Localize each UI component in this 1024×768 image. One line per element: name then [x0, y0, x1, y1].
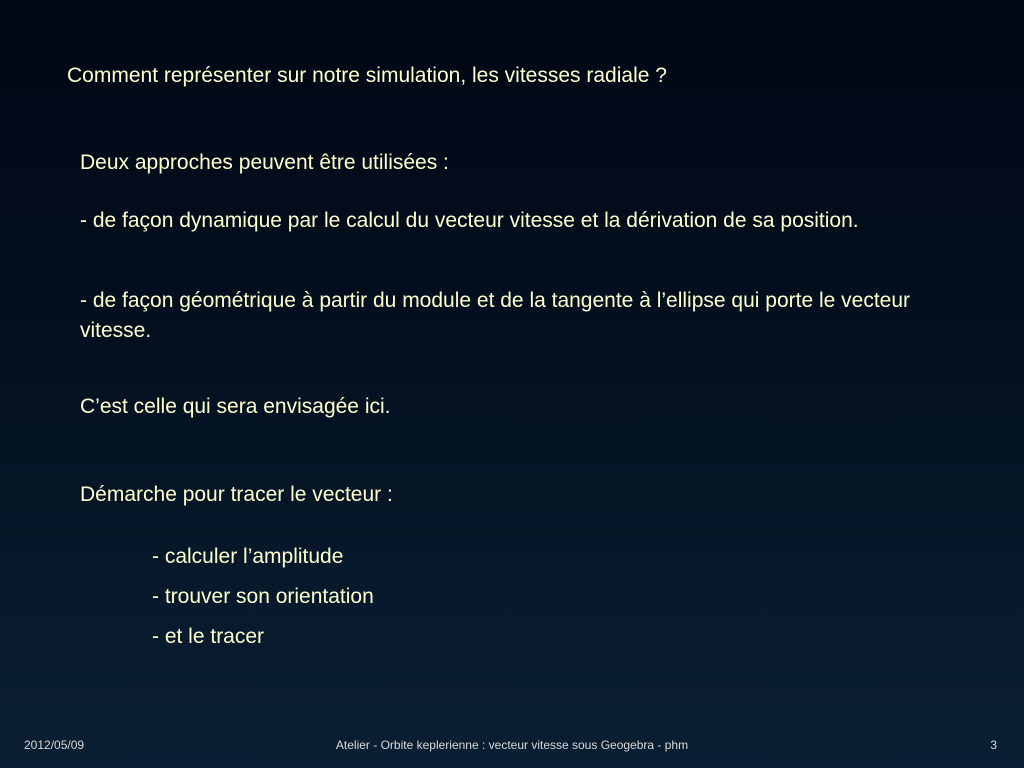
step-item: - et le tracer [152, 625, 265, 648]
step-item: - trouver son orientation [152, 585, 374, 608]
page-number: 3 [990, 738, 997, 752]
paragraph-dynamic: - de façon dynamique par le calcul du vecteur vitesse et la dérivation de sa position. [80, 209, 859, 232]
footer-title: Atelier - Orbite keplerienne : vecteur vitesse sous Geogebra - phm [335, 738, 689, 752]
paragraph-geometric: - de façon géométrique à partir du module et de la tangente à l’ellipse qui porte le vecteur vitesse. [80, 289, 911, 342]
steps-list [152, 542, 374, 662]
step-item: - calculer l’amplitude [152, 545, 344, 568]
paragraph-chosen: C’est celle qui sera envisagée ici. [80, 395, 391, 418]
paragraph-approaches: Deux approches peuvent être utilisées : [80, 151, 449, 174]
slide-title: Comment représenter sur notre simulation, les vitesses radiale ? [67, 64, 667, 87]
footer-date: 2012/05/09 [24, 738, 85, 752]
paragraph-method: Démarche pour tracer le vecteur : [80, 483, 393, 506]
